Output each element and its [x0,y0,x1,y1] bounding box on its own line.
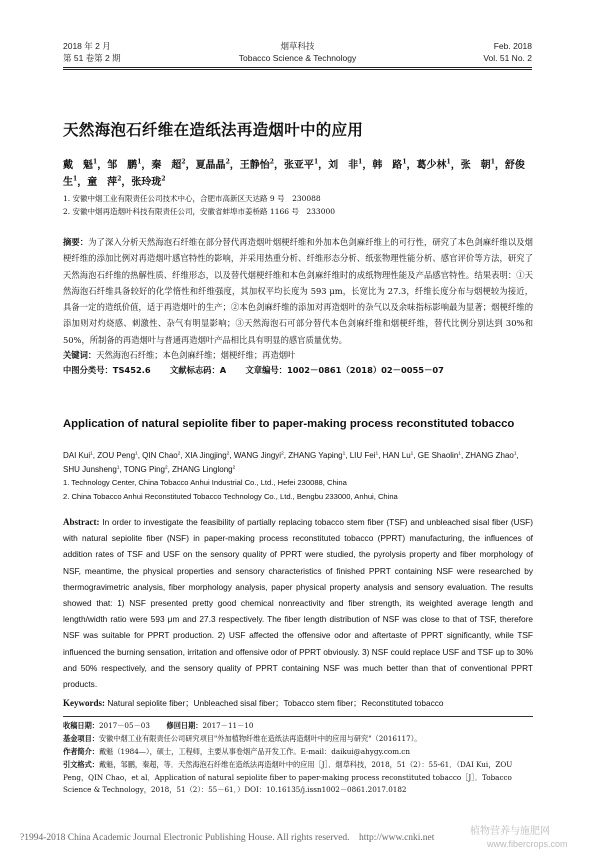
copyright-notice: ?1994-2018 China Academic Journal Electronic Publishing House. All rights reserved. http://www.cnki.net [20,833,435,843]
author-zh-name: 张 朝$^1$ [460,158,495,171]
keywords-en-text: Natural sepiolite fiber；Unbleached sisal fiber；Tobacco stem fiber；Reconstituted tobacco [107,698,444,708]
author-zh-affiliation-mark: 1 [490,158,495,166]
clc-label: 中图分类号： [63,365,113,375]
author-en-name: XIA Jingjing$^2$ [184,451,230,460]
authors-en: DAI Kui$^1$, ZOU Peng$^1$, QIN Chao$^2$, XIA Jingjing$^2$, WANG Jingyi$^2$, ZHANG Yaping$^1$, LIU Fei$^1$, HAN Lu$^1$, GE Shaolin$^1$, ZHANG Zhao$^1$, SHU Junsheng$^1$, TONG Ping$^2$, ZHANG Linglong$^2$ [63,451,519,474]
affiliation-en-2: 2. China Tobacco Anhui Reconstituted Tobacco Technology Co., Ltd., Bengbu 233000, Anhui, China [63,492,398,501]
author-zh-affiliation-mark: 1 [402,158,407,166]
author-en-name: ZHANG Linglong$^2$ [172,465,236,474]
author-en-name: ZHANG Yaping$^1$ [288,451,346,460]
citation-text: 戴魁，邹鹏，秦超，等．天然海泡石纤维在造纸法再造烟叶中的应用［J］．烟草科技，2018，51（2）：55-61．（DAI Kui，ZOU Peng，QIN Chao，et al．Application of natural sepiolite fiber to paper-making process reconstituted tobacco［J］．Tobacco Science & Technology，2018，51（2）：55－61．）DOI：10.16135/j.issn1002－0861.2017.0182 [63,760,513,794]
keywords-zh [63,348,533,362]
author-zh-affiliation-mark: 1 [313,158,319,166]
author-zh-name: 夏晶晶$^2$ [195,158,230,171]
abstract-en-text: In order to investigate the feasibility of partially replacing tobacco stem fiber (TSF) and unbleached sisal fiber (USF) with natural sepiolite fiber (NSF) in paper-making process reconstituted tobacco (PPRT) manufacturing, the influences of addition rates of TSF and USF on the sensory quality of PPRT were studied, the pyrolysis property and fiber morphology of NSF, meantime, the physical properties and sensory characteristics of finished PPRT containing NSF were researched by thermogravimetric analysis, fiber morphology analysis, paper physical property analysis and sensory evaluation. The results showed that: 1) NSF presented pretty good chemical nonreactivity and fiber strength, its weighted average length and length/width ratio were 593 μm and 27.3 respectively. The fiber length distribution of NSF was close to that of TSF, therefore NSF was suitable for PPRT production. 2) USF affected the offensive odor and aftertaste of PPRT significantly, while TSF influenced the burning sensation, irritation and offensive odor of PPRT obviously. 3) NSF could replace USF and TSF up to 30% and 50% respectively, and the sensory quality of PPRT containing NSF was much better than that of conventional PPRT products. [63,517,533,690]
author-zh-affiliation-mark: 1 [93,158,98,166]
author-zh-affiliation-mark: 2 [117,175,122,183]
author-en-affiliation-mark: 1 [513,451,517,457]
footnote-citation [63,759,533,797]
author-zh-name: 邹 鹏$^1$ [107,158,142,171]
affiliation-en-1: 1. Technology Center, China Tobacco Anhui Industrial Co., Ltd., Hefei 230088, China [63,478,347,487]
author-zh-name: 张玲珑$^2$ [131,175,166,188]
author-zh-affiliation-mark: 2 [161,175,166,183]
author-zh-name: 戴 魁$^1$ [63,158,98,171]
author-en-affiliation-mark: 1 [458,451,461,457]
header-volume-en: Vol. 51 No. 2 [483,53,532,63]
author-en-affiliation-mark: 1 [375,451,379,457]
watermark-url: www.fibercrops.com [487,839,568,849]
affiliation-zh-2: 2. 安徽中烟再造烟叶科技有限责任公司，安徽省蚌埠市姜桥路 1166 号 233000 [63,207,336,216]
author-en-affiliation-mark: 2 [226,451,230,457]
author-en-name: WANG Jingyi$^2$ [233,451,284,460]
watermark-text: 植物营养与施肥网 [470,826,550,837]
authors-zh: 戴 魁$^1$，邹 鹏$^1$，秦 超$^2$，夏晶晶$^2$，王静怡$^2$，张亚平$^1$，刘 非$^1$，韩 路$^1$，葛少林$^1$，张 朝$^1$，舒俊生$^1$，童 萍$^2$，张玲珑$^2$ [63,158,525,188]
author-zh-affiliation-mark: 1 [446,158,451,166]
author-en-name: TONG Ping$^2$ [123,465,168,474]
keywords-zh-text: 天然海泡石纤维；本色剑麻纤维；烟梗纤维；再造烟叶 [96,350,296,360]
header-date-zh: 2018 年 2 月 [63,41,111,51]
author-zh-name: 葛少林$^1$ [416,158,451,171]
author-en-affiliation-mark: 1 [342,451,346,457]
author-en-name: HAN Lu$^1$ [382,451,414,460]
keywords-zh-label: 关键词： [63,350,97,360]
author-zh-affiliation-mark: 1 [137,158,142,166]
affiliation-zh-1: 1. 安徽中烟工业有限责任公司技术中心，合肥市高新区天达路 9 号 230088 [63,194,321,203]
page-title: 天然海泡石纤维在造纸法再造烟叶中的应用 [63,121,364,139]
author-en-name: GE Shaolin$^1$ [417,451,461,460]
footnote-fund [63,733,533,746]
citation-label: 引文格式： [63,760,99,769]
revised-date: 2017－11－10 [202,721,254,730]
footnote-rule [63,716,533,717]
keywords-en-label: Keywords: [63,698,105,708]
keywords-en [63,697,533,709]
revised-label: 修回日期： [166,721,203,730]
author-en-name: ZHANG Zhao$^1$ [465,451,517,460]
author-en-affiliation-mark: 2 [177,451,181,457]
author-en-affiliation-mark: 1 [116,465,120,471]
author-en-affiliation-mark: 1 [410,451,414,457]
author-en-affiliation-mark: 2 [232,465,236,471]
author-en-name: LIU Fei$^1$ [349,451,379,460]
header-rule-thin [63,69,532,70]
abstract-zh-label: 摘要： [63,237,89,247]
author-zh-name: 张亚平$^1$ [283,158,319,171]
author-en-affiliation-mark: 2 [281,451,284,457]
clc-value: TS452.6 [112,365,151,375]
author-zh-affiliation-mark: 1 [358,158,363,166]
doc-code-value: A [219,365,227,375]
header-right [483,40,532,64]
author-zh-affiliation-mark: 2 [269,158,274,166]
author-en-name: ZOU Peng$^1$ [97,451,138,460]
author-en-affiliation-mark: 1 [135,451,138,457]
author-en-affiliation-mark: 2 [165,465,168,471]
footnote-author [63,746,533,759]
title-en: Application of natural sepiolite fiber to paper-making process reconstituted tobacco [63,418,515,430]
author-en-name: DAI Kui$^1$ [63,451,93,460]
doc-code-label: 文献标志码： [169,365,220,375]
author-zh-name: 童 萍$^2$ [87,175,122,188]
author-zh-name: 韩 路$^1$ [372,158,407,171]
article-number-label: 文章编号： [245,365,287,375]
journal-name-zh: 烟草科技 [280,41,315,51]
fund-label: 基金项目： [63,734,99,743]
received-label: 收稿日期： [63,721,99,730]
classification-line [63,363,533,377]
author-bio-text: 戴魁（1984—），硕士，工程师，主要从事卷烟产品开发工作。E-mail：daikui@ahygy.com.cn [98,747,410,756]
author-zh-affiliation-mark: 2 [181,158,186,166]
abstract-zh-text: 为了深入分析天然海泡石纤维在部分替代再造烟叶烟梗纤维和外加本色剑麻纤维上的可行性，研究了本色剑麻纤维以及烟梗纤维的添加比例对再造烟叶感官特性的影响，并采用热重分析、纤维形态分析、纸张物理性能分析、感官评价等方法，研究了天然海泡石纤维的热解性质、纤维形态，以及替代烟梗纤维和本色剑麻纤维时的成纸物理性能及产品感官特性。结果表明：①天然海泡石纤维具备较好的化学惰性和纤维强度，其加权平均长度为 593 μm，长宽比为 27.3，纤维长度分布与烟梗较为接近，具备一定的造纸价值，适于再造烟叶的生产；②本色剑麻纤维的添加对再造烟叶的杂气以及余味指标影响最为显著；烟梗纤维的添加则对灼烧感、刺激性、杂气有明显影响；③天然海泡石可部分替代本色剑麻纤维和烟梗纤维，替代比例分别达到 30%和 50%，所制备的再造烟叶与普通再造烟叶产品相比具有明显的感官质量优势。 [63,237,533,345]
author-en-name: SHU Junsheng$^1$ [63,465,120,474]
author-bio-label: 作者简介： [63,747,99,756]
author-en-affiliation-mark: 1 [90,451,93,457]
abstract-zh [63,234,533,348]
author-zh-affiliation-mark: 1 [73,175,78,183]
journal-name-en: Tobacco Science & Technology [238,53,357,63]
footnote-dates [63,720,533,733]
header-rule [63,67,532,68]
author-zh-affiliation-mark: 2 [225,158,230,166]
author-en-name: QIN Chao$^2$ [142,451,181,460]
author-zh-name: 刘 非$^1$ [328,158,363,171]
author-zh-name: 舒俊生$^1$ [63,160,525,188]
author-zh-name: 王静怡$^2$ [239,158,274,171]
received-date: 2017－05－03 [98,721,150,730]
author-zh-name: 秦 超$^2$ [151,158,186,171]
header-date-en: Feb. 2018 [493,41,532,51]
abstract-en [63,514,533,692]
abstract-en-label: Abstract: [63,517,100,527]
fund-text: 安徽中烟工业有限责任公司研究项目"外加植物纤维在造纸法再造烟叶中的应用与研究"（2016117）。 [98,734,422,743]
article-number-value: 1002－0861（2018）02－0055－07 [286,365,444,375]
header-volume-zh: 第 51 卷第 2 期 [63,53,121,63]
